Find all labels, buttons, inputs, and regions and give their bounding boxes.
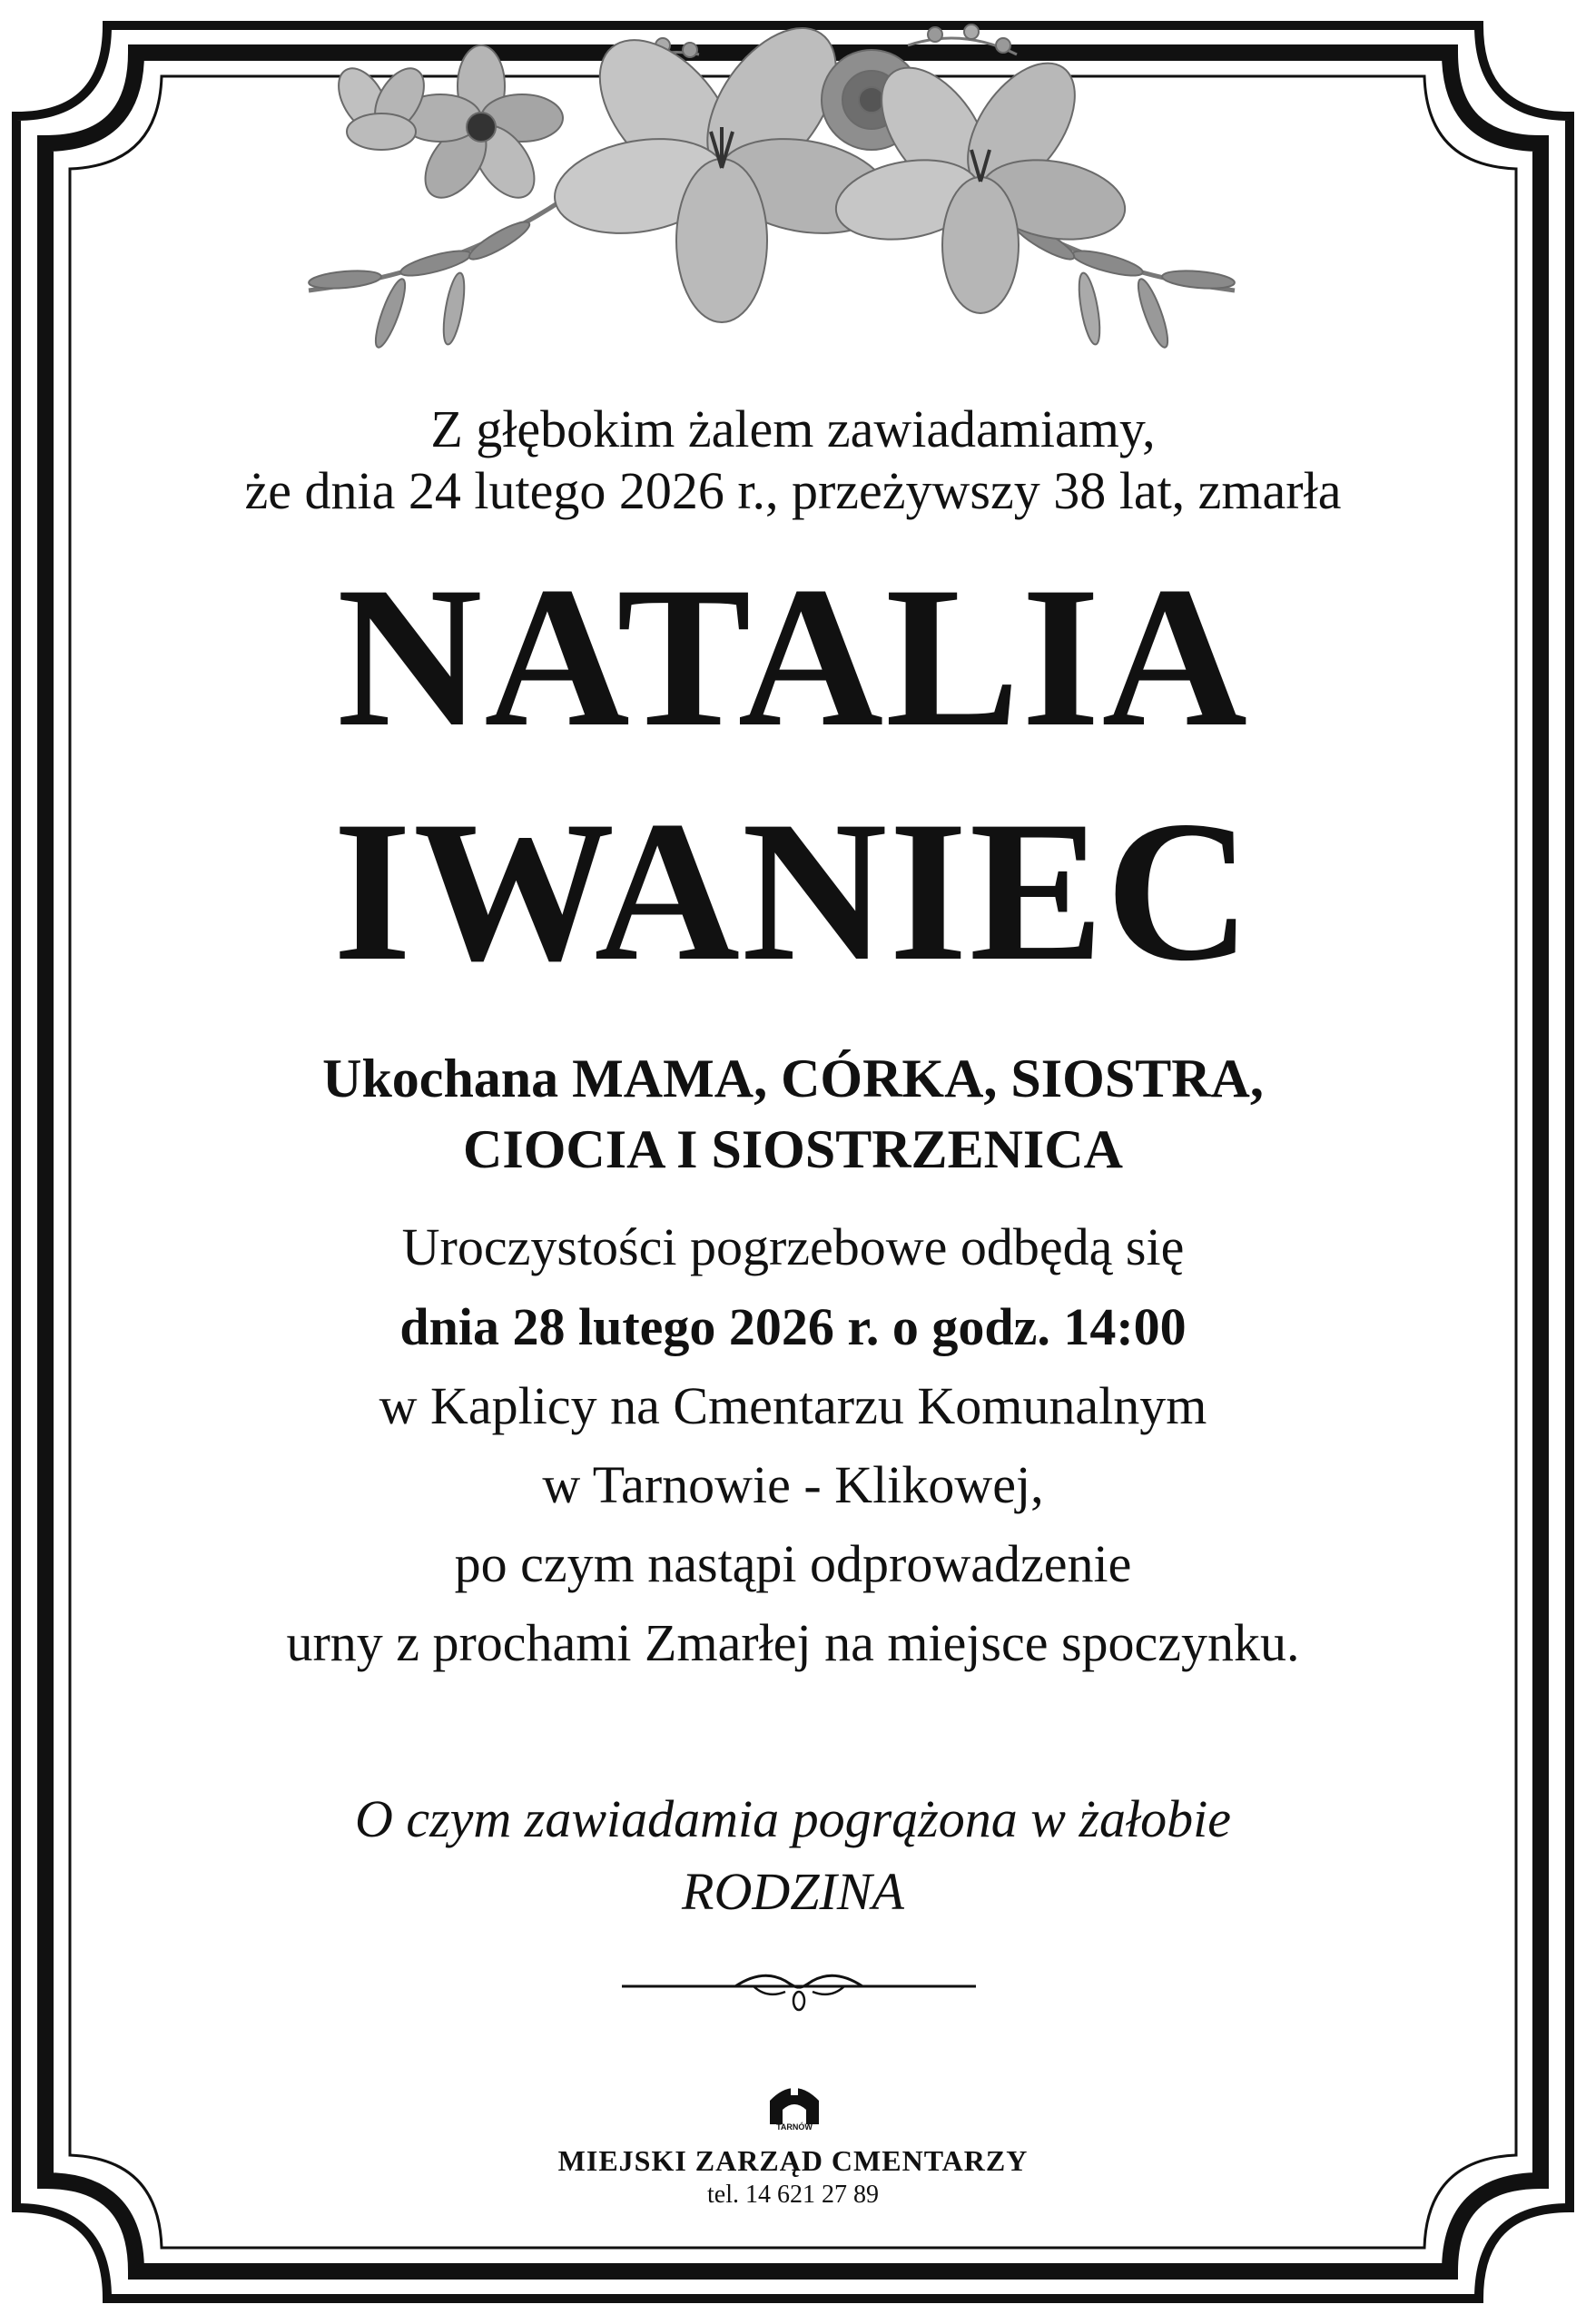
roles-line-2: CIOCIA I SIOSTRZENICA [463,1119,1123,1179]
ornament-divider-icon [617,1961,980,2015]
organization-phone: tel. 14 621 27 89 [707,2181,879,2209]
intro-line-2: że dnia 24 lutego 2026 r., przeżywszy 38 lat, zmarła [244,461,1342,520]
family-line-2: RODZINA [682,1862,904,1921]
roles-line-1: Ukochana MAMA, CÓRKA, SIOSTRA, [322,1049,1264,1108]
flower-decoration-icon [272,0,1271,399]
ceremony-line-5: po czym nastąpi odprowadzenie [454,1534,1132,1593]
ceremony-line-3: w Kaplicy na Cmentarzu Komunalnym [379,1376,1207,1435]
ceremony-line-1: Uroczystości pogrzebowe odbędą się [401,1217,1185,1276]
intro-line-1: Z głębokim żalem zawiadamiamy, [430,399,1156,458]
ceremony-line-6: urny z prochami Zmarłej na miejsce spoczynku. [286,1613,1300,1672]
ceremony-date-time: dnia 28 lutego 2026 r. o godz. 14:00 [399,1297,1187,1356]
logo-subtext: TARNÓW [776,2122,813,2132]
deceased-first-name: NATALIA [337,546,1249,769]
ceremony-line-4: w Tarnowie - Klikowej, [542,1455,1044,1514]
deceased-last-name: IWANIEC [332,780,1254,1003]
family-line-1: O czym zawiadamia pogrążona w żałobie [354,1789,1232,1848]
organization-name: MIEJSKI ZARZĄD CMENTARZY [557,2144,1029,2177]
